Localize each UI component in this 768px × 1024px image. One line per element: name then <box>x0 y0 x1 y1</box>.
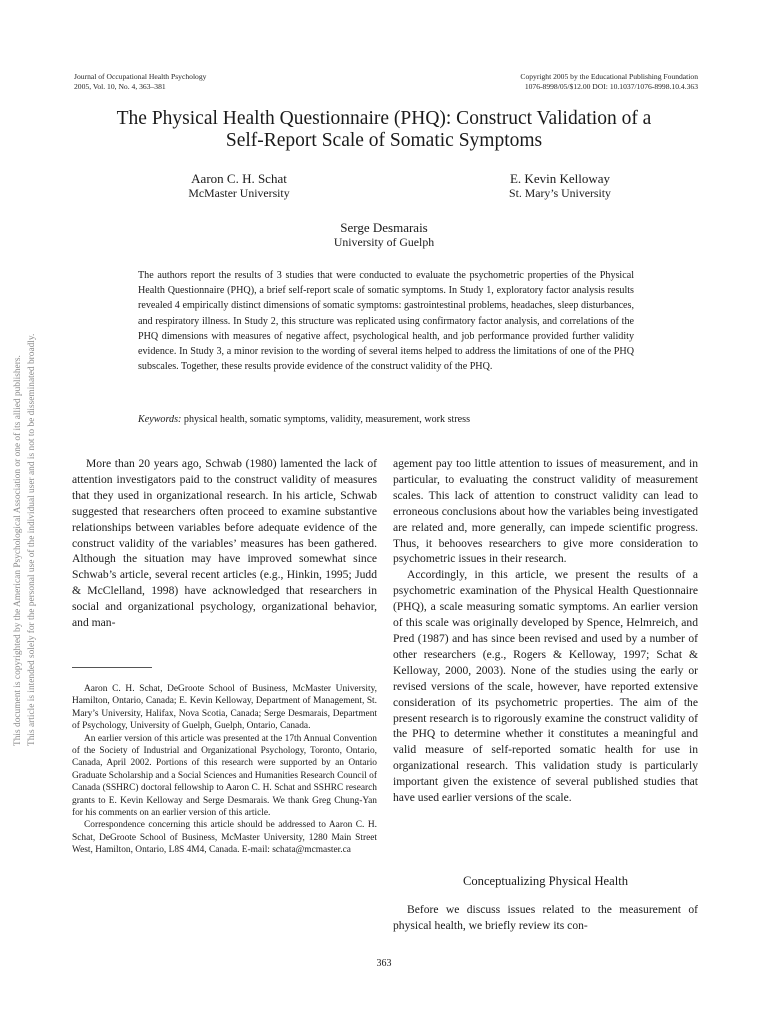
body-column-right-continued <box>393 902 698 934</box>
body-column-right <box>393 456 698 806</box>
body-paragraph: Before we discuss issues related to the measurement of physical health, we briefly review its con- <box>393 903 698 932</box>
footnote-correspondence: Correspondence concerning this article should be addressed to Aaron C. H. Schat, DeGroote School of Business, McMaster University, 1280 Main Street West, Hamilton, Ontario, L8S 4M4, Canada. E-mail: schata@mcmaster.ca <box>72 820 377 856</box>
author-2 <box>450 172 670 200</box>
section-heading: Conceptualizing Physical Health <box>462 874 629 888</box>
keywords-text: physical health, somatic symptoms, validity, measurement, work stress <box>181 414 471 425</box>
body-paragraph: agement pay too little attention to issues of measurement, and in particular, to evaluating the construct validity of measurement scales. This lack of attention to construct validity can lead to erroneous conclusions about how the variables being investigated are related and, more generally, can impede scientific progress. Thus, it behooves researchers to give more consideration to psychometric issues in their research. <box>393 457 698 566</box>
body-column-left <box>72 456 377 631</box>
journal-header <box>74 72 206 92</box>
journal-name: Journal of Occupational Health Psychology <box>74 72 207 81</box>
author-affiliation: McMaster University <box>188 186 290 200</box>
abstract: The authors report the results of 3 studies that were conducted to evaluate the psychometric properties of the Physical Health Questionnaire (PHQ), a brief self-report scale of somatic symptoms. In Study 1, exploratory factor analysis results revealed 4 empirically distinct dimensions of somatic symptoms: gastrointestinal problems, headaches, sleep disturbances, and respiratory illness. In Study 2, this structure was replicated using confirmatory factor analysis, and correlations of the PHQ dimensions with measures of negative affect, psychological health, and job performance provided further validity evidence. In Study 3, a minor revision to the wording of several items helped to address the limitations of one of the PHQ subscales. Together, these results provide evidence of the construct validity of the PHQ. <box>138 270 634 373</box>
author-1 <box>144 172 334 200</box>
footnote-affiliations: Aaron C. H. Schat, DeGroote School of Business, McMaster University, Hamilton, Ontario, Canada; E. Kevin Kelloway, Department of Management, St. Mary’s University, Halifax, Nova Scotia, Canada; Serge Desmarais, Department of Psychology, University of Guelph, Guelph, Ontario, Canada. <box>72 684 377 732</box>
author-name: E. Kevin Kelloway <box>509 171 610 186</box>
copyright-sidebar-line-2: This article is intended solely for the personal use of the individual user and is not to be disseminated broadly. <box>27 333 37 746</box>
author-name: Serge Desmarais <box>340 220 428 235</box>
title-line-2: Self-Report Scale of Somatic Symptoms <box>225 130 543 151</box>
copyright-sidebar-line-1: This document is copyrighted by the American Psychological Association or one of its allied publishers. <box>13 355 23 746</box>
page-number: 363 <box>376 958 392 969</box>
copyright-text: Copyright 2005 by the Educational Publishing Foundation <box>520 72 698 81</box>
author-footnotes <box>72 683 377 857</box>
copyright-header <box>520 72 698 92</box>
footnote-acknowledgments: An earlier version of this article was presented at the 17th Annual Convention of the Society of Industrial and Organizational Psychology, Toronto, Ontario, Canada, April 2002. Portions of this research were supported by an Ontario Graduate Scholarship and a Social Sciences and Humanities Research Council of Canada (SSHRC) doctoral fellowship to Aaron C. H. Schat and SSHRC research grants to E. Kevin Kelloway and Serge Desmarais. We thank Greg Chung-Yan for his comments on an earlier version of this article. <box>72 733 377 819</box>
title-line-1: The Physical Health Questionnaire (PHQ): Construct Validation of a <box>116 108 652 129</box>
keywords <box>138 413 634 427</box>
author-affiliation: St. Mary’s University <box>509 186 611 200</box>
author-affiliation: University of Guelph <box>333 235 435 249</box>
body-paragraph: More than 20 years ago, Schwab (1980) lamented the lack of attention investigators paid to the construct validity of measures that they used in organizational research. In his article, Schwab suggested that researchers often proceed to examine substantive relationships between variables before adequate evidence of the construct validity of the variables’ measures has been gathered. Although the situation may have improved somewhat since Schwab’s article, several recent articles (e.g., Hinkin, 1995; Judd & McClelland, 1998) have acknowledged that researchers in social and organizational psychology, organizational behavior, and man- <box>72 457 377 630</box>
author-3 <box>284 221 484 249</box>
keywords-label: Keywords: <box>138 414 182 425</box>
doi-text: 1076-8998/05/$12.00 DOI: 10.1037/1076-8998.10.4.363 <box>524 82 698 91</box>
footnote-divider <box>72 667 152 668</box>
journal-volume: 2005, Vol. 10, No. 4, 363–381 <box>74 82 166 91</box>
article-title <box>40 108 728 152</box>
body-paragraph: Accordingly, in this article, we present the results of a psychometric examination of the Physical Health Questionnaire (PHQ), a scale measuring somatic symptoms. An earlier version of this scale was originally developed by Spence, Helmreich, and Pred (1987) and has since been revised and used by a number of other researchers (e.g., Rogers & Kelloway, 1997; Schat & Kelloway, 2000, 2003). None of the studies using the early or revised versions of the scale, however, have reported extensive consideration of its psychometric properties. The aim of the present research is to rigorously examine the construct validity of the PHQ to determine whether it constitutes a meaningful and valid measure of self-reported somatic health for use in organizational research. This validation study is particularly important given the existence of several published studies that have used earlier versions of the scale. <box>393 568 698 805</box>
author-name: Aaron C. H. Schat <box>191 171 287 186</box>
